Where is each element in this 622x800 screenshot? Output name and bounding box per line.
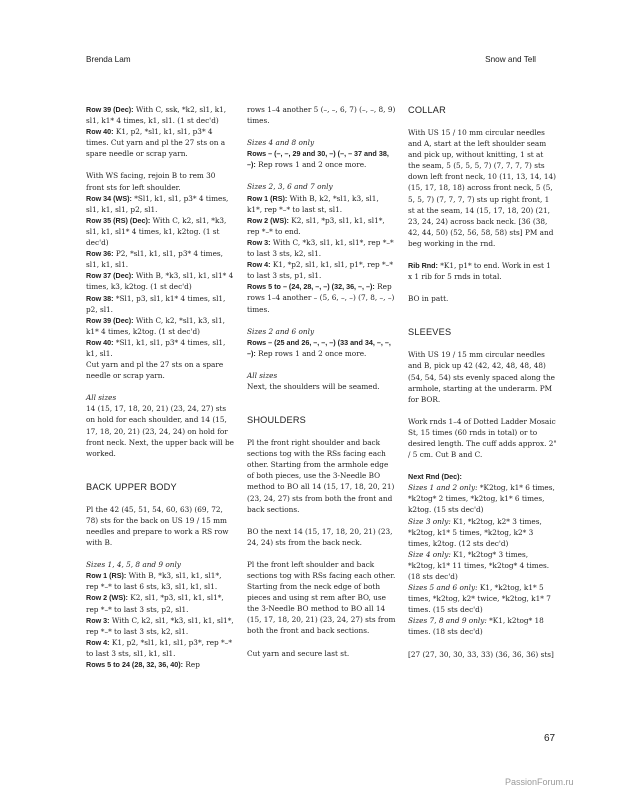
instruction-row: [247, 215, 396, 237]
row-label: Row 4:: [86, 637, 110, 647]
paragraph: BO in patt.: [408, 294, 449, 304]
instruction-row: [247, 281, 396, 314]
row-text: *Sl1, k1, sl1, p3* 4 times, sl1, k1, sl1.: [86, 337, 226, 358]
row-text: P2, *sl1, k1, sl1, p3* 4 times, sl1, k1, sl1.: [86, 249, 223, 270]
row-text: Rep: [183, 660, 200, 670]
row-text: Rep rows 1 and 2 once more.: [255, 160, 367, 170]
row-text: With B, *k3, sl1, k1, sl1* 4 times, k3, k2tog. (1 st dec'd): [86, 271, 234, 292]
row-label: Row 40:: [86, 127, 114, 137]
paragraph: rows 1–4 another 5 (–, –, 6, 7) (–, –, 8, 9) times.: [247, 105, 396, 126]
row-text: *K1, k2tog* 18 times. (18 sts dec'd): [408, 616, 544, 637]
paragraph: Cut yarn and secure last st.: [247, 648, 350, 658]
instruction-row: [408, 260, 557, 282]
instruction-row: [247, 193, 396, 215]
row-text: Rep rows 1 and 2 once more.: [255, 348, 367, 358]
paragraph: Next, the shoulders will be seamed.: [247, 381, 380, 391]
size-label: Sizes 2, 3, 6 and 7 only: [247, 182, 333, 192]
instruction-row: [86, 104, 235, 126]
row-label: Row 3:: [247, 237, 271, 247]
instruction-row: [86, 337, 235, 359]
row-text: With B, k2, *sl1, k3, sl1, k1*, rep *–* to last st, sl1.: [247, 193, 379, 214]
header-title: Snow and Tell: [485, 55, 536, 64]
instruction-row: [86, 570, 235, 592]
instruction-row: [408, 582, 557, 615]
instruction-row: [86, 637, 235, 659]
instruction-row: [408, 615, 557, 637]
instruction-row: [247, 237, 396, 259]
row-label: Rows 5 to 24 (28, 32, 36, 40):: [86, 660, 184, 670]
row-text: With C, ssk, *k2, sl1, k1, sl1, k1* 4 times, k1, sl1. (1 st dec'd): [86, 105, 227, 126]
instruction-row: [408, 549, 557, 582]
row-label: Row 36:: [86, 249, 114, 259]
row-text: With C, *k3, sl1, k1, sl1*, rep *–* to last 3 sts, k2, sl1.: [247, 237, 394, 259]
instruction-row: [247, 259, 396, 281]
row-text: *K2tog, k1* 6 times, *k2tog* 2 times, *k2tog, k1* 6 times, k2tog. (15 sts dec'd): [408, 483, 555, 515]
row-label: Row 39 (Dec):: [86, 315, 134, 325]
row-label: Row 1 (RS):: [247, 193, 288, 203]
size-label: Sizes 7, 8 and 9 only:: [408, 616, 487, 626]
row-label: Row 1 (RS):: [86, 571, 127, 581]
row-text: With C, k2, sl1, *k3, sl1, k1, sl1* 4 times, k1, k2tog. (1 st dec'd): [86, 215, 227, 248]
instruction-row: [86, 215, 235, 248]
paragraph: Pl the front left shoulder and back sections tog with RSs facing each other. Starting from the neck edge of both pieces and using st rem after BO, use the 3-Needle BO method to BO all 14 (15, 17, 18, 20, 21) (23, 24, 27) sts from both the front and back sections.: [247, 559, 396, 636]
row-label: Rows – (–, –, 29 and 30, –) (–, – 37 and 38, –):: [247, 149, 389, 170]
instruction-row: [86, 659, 235, 670]
paragraph: Pl the front right shoulder and back sections tog with the RSs facing each other. Starting from the armhole edge of both pieces, use the 3-Needle BO method to BO all 14 (15, 17, 18, 20, 21) (23, 24, 27) sts from both the front and back sections.: [247, 438, 395, 514]
row-label: Row 34 (WS):: [86, 193, 132, 203]
row-text: K1, *p2, sl1, k1, sl1, p1*, rep *–* to last 3 sts, p1, sl1.: [247, 260, 393, 281]
section-heading: BACK UPPER BODY: [86, 481, 177, 492]
section-heading: SLEEVES: [408, 327, 452, 338]
row-text: K1, *k2tog, k1* 5 times, *k2tog, k2* twice, *k2tog, k1* 7 times. (15 sts dec'd): [408, 583, 551, 615]
section-heading: COLLAR: [408, 105, 446, 115]
instruction-row: [86, 315, 235, 337]
row-text: K2, sl1, *p3, sl1, k1, sl1*, rep *–* to end.: [247, 215, 385, 236]
size-label: All sizes: [247, 370, 278, 380]
size-label: All sizes: [86, 393, 117, 403]
column-left: [86, 104, 235, 670]
row-label: Rib Rnd:: [408, 261, 438, 271]
paragraph: 14 (15, 17, 18, 20, 21) (23, 24, 27) sts on hold for each shoulder, and 14 (15, 17, 18, 20, 21) (23, 24, 24) on hold for front neck. Next, the upper back will be worked.: [86, 404, 234, 458]
section-heading: SHOULDERS: [247, 415, 306, 426]
row-text: With C, k2, sl1, *k3, sl1, k1, sl1*, rep *–* to last 3 sts, k2, sl1.: [86, 615, 234, 636]
instruction-row: [408, 482, 557, 515]
column-middle: [247, 104, 396, 659]
paragraph: With US 15 / 10 mm circular needles and A, start at the left shoulder seam and pick up, without knitting, 1 st at the seam, 5 (5, 5, 5, 7) (7, 7, 7, 7) sts down left front neck, 10 (11, 13, 14, 14) (15, 17, 18, 18) across front neck, 5 (5, 5, 5, 7) (7, 7, 7, 7) sts up right front, 1 st at the seam, 14 (15, 17, 18, 20) (21, 23, 24, 24) across back neck. [36 (38, 42, 44, 50) (52, 56, 58, 58) sts] PM and beg working in the rnd.: [408, 128, 556, 248]
instruction-row: [86, 126, 235, 159]
row-text: With C, k2, *sl1, k3, sl1, k1* 4 times, k2tog. (1 st dec'd): [86, 315, 225, 336]
row-text: *K1, p1* to end. Work in est 1 x 1 rib for 5 rnds in total.: [408, 261, 551, 282]
row-label: Row 38:: [86, 293, 114, 303]
row-label: Row 2 (WS):: [86, 593, 128, 603]
row-label: Row 35 (RS) (Dec):: [86, 215, 151, 225]
paragraph: With WS facing, rejoin B to rem 30 front sts for left shoulder.: [86, 171, 216, 192]
paragraph: Cut yarn and pl the 27 sts on a spare needle or scrap yarn.: [86, 360, 224, 381]
paragraph: With US 19 / 15 mm circular needles and B, pick up 42 (42, 42, 48, 48, 48) (54, 54, 54) sts evenly spaced along the armhole, starting at the underarm. PM for BOR.: [408, 350, 555, 404]
size-label: Size 3 only:: [408, 516, 451, 526]
row-text: *Sl1, k1, sl1, p3* 4 times, sl1, k1, sl1, p2, sl1.: [86, 193, 229, 214]
instruction-row: [86, 270, 235, 292]
watermark: PassionForum.ru: [505, 777, 574, 787]
size-label: Sizes 5 and 6 only:: [408, 583, 478, 593]
row-label: Rows – (25 and 26, –, –, –) (33 and 34, –, –, –):: [247, 337, 391, 358]
paragraph: BO the next 14 (15, 17, 18, 20, 21) (23, 24, 24) sts from the back neck.: [247, 526, 393, 547]
row-text: K2, sl1, *p3, sl1, k1, sl1*, rep *–* to last 3 sts, p2, sl1.: [86, 593, 224, 614]
header-author: Brenda Lam: [86, 55, 131, 64]
row-label: Row 39 (Dec):: [86, 105, 134, 114]
row-label: Rows 5 to – (24, 28, –, –) (32, 36, –, –):: [247, 282, 375, 292]
row-label: Row 3:: [86, 615, 110, 625]
size-label: Sizes 4 and 8 only: [247, 138, 315, 148]
size-label: Sizes 1, 4, 5, 8 and 9 only: [86, 560, 181, 570]
row-text: K1, *k2tog* 3 times, *k2tog, k1* 11 times, *k2tog* 4 times. (18 sts dec'd): [408, 549, 550, 581]
instruction-row: [86, 615, 235, 637]
row-label: Row 37 (Dec):: [86, 271, 134, 281]
paragraph: [27 (27, 30, 30, 33, 33) (36, 36, 36) sts]: [408, 649, 554, 659]
paragraph: Work rnds 1–4 of Dotted Ladder Mosaic St, 15 times (60 rnds in total) or to desired length. The cuff adds approx. 2" / 5 cm. Cut B and C.: [408, 416, 557, 460]
instruction-row: [86, 293, 235, 315]
instruction-row: [247, 337, 396, 359]
row-label: Row 4:: [247, 260, 271, 270]
column-right: [408, 104, 557, 660]
row-label: Row 40:: [86, 337, 114, 347]
row-text: With B, *k3, sl1, k1, sl1*, rep *–* to last 6 sts, k3, sl1, k1, sl1.: [86, 571, 222, 592]
instruction-row: [86, 193, 235, 215]
instruction-row: [86, 248, 235, 270]
row-text: K1, p2, *sl1, k1, sl1, p3* 4 times. Cut yarn and pl the 27 sts on a spare needle or scrap yarn.: [86, 127, 226, 159]
paragraph: Pl the 42 (45, 51, 54, 60, 63) (69, 72, 78) sts for the back on US 19 / 15 mm needles and prepare to work a RS row with B.: [86, 504, 229, 548]
row-label: Row 2 (WS):: [247, 215, 289, 225]
row-text: *Sl1, p3, sl1, k1* 4 times, sl1, p2, sl1.: [86, 293, 226, 314]
size-label: Size 4 only:: [408, 549, 451, 559]
size-label: Sizes 1 and 2 only:: [408, 483, 478, 493]
row-text: Rep rows 1–4 another – (5, 6, –, –) (7, 8, –, –) times.: [247, 282, 395, 314]
row-text: K1, *k2tog, k2* 3 times, *k2tog, k1* 5 times, *k2tog, k2* 3 times, k2tog. (12 sts dec'd): [408, 516, 542, 548]
page-number: 67: [544, 733, 556, 744]
row-text: K1, p2, *sl1, k1, sl1, p3*, rep *–* to last 3 sts, sl1, k1, sl1.: [86, 637, 232, 658]
instruction-row: [408, 516, 557, 549]
instruction-row: [247, 148, 396, 170]
row-label: Next Rnd (Dec):: [408, 472, 462, 482]
instruction-row: [86, 592, 235, 614]
size-label: Sizes 2 and 6 only: [247, 326, 315, 336]
